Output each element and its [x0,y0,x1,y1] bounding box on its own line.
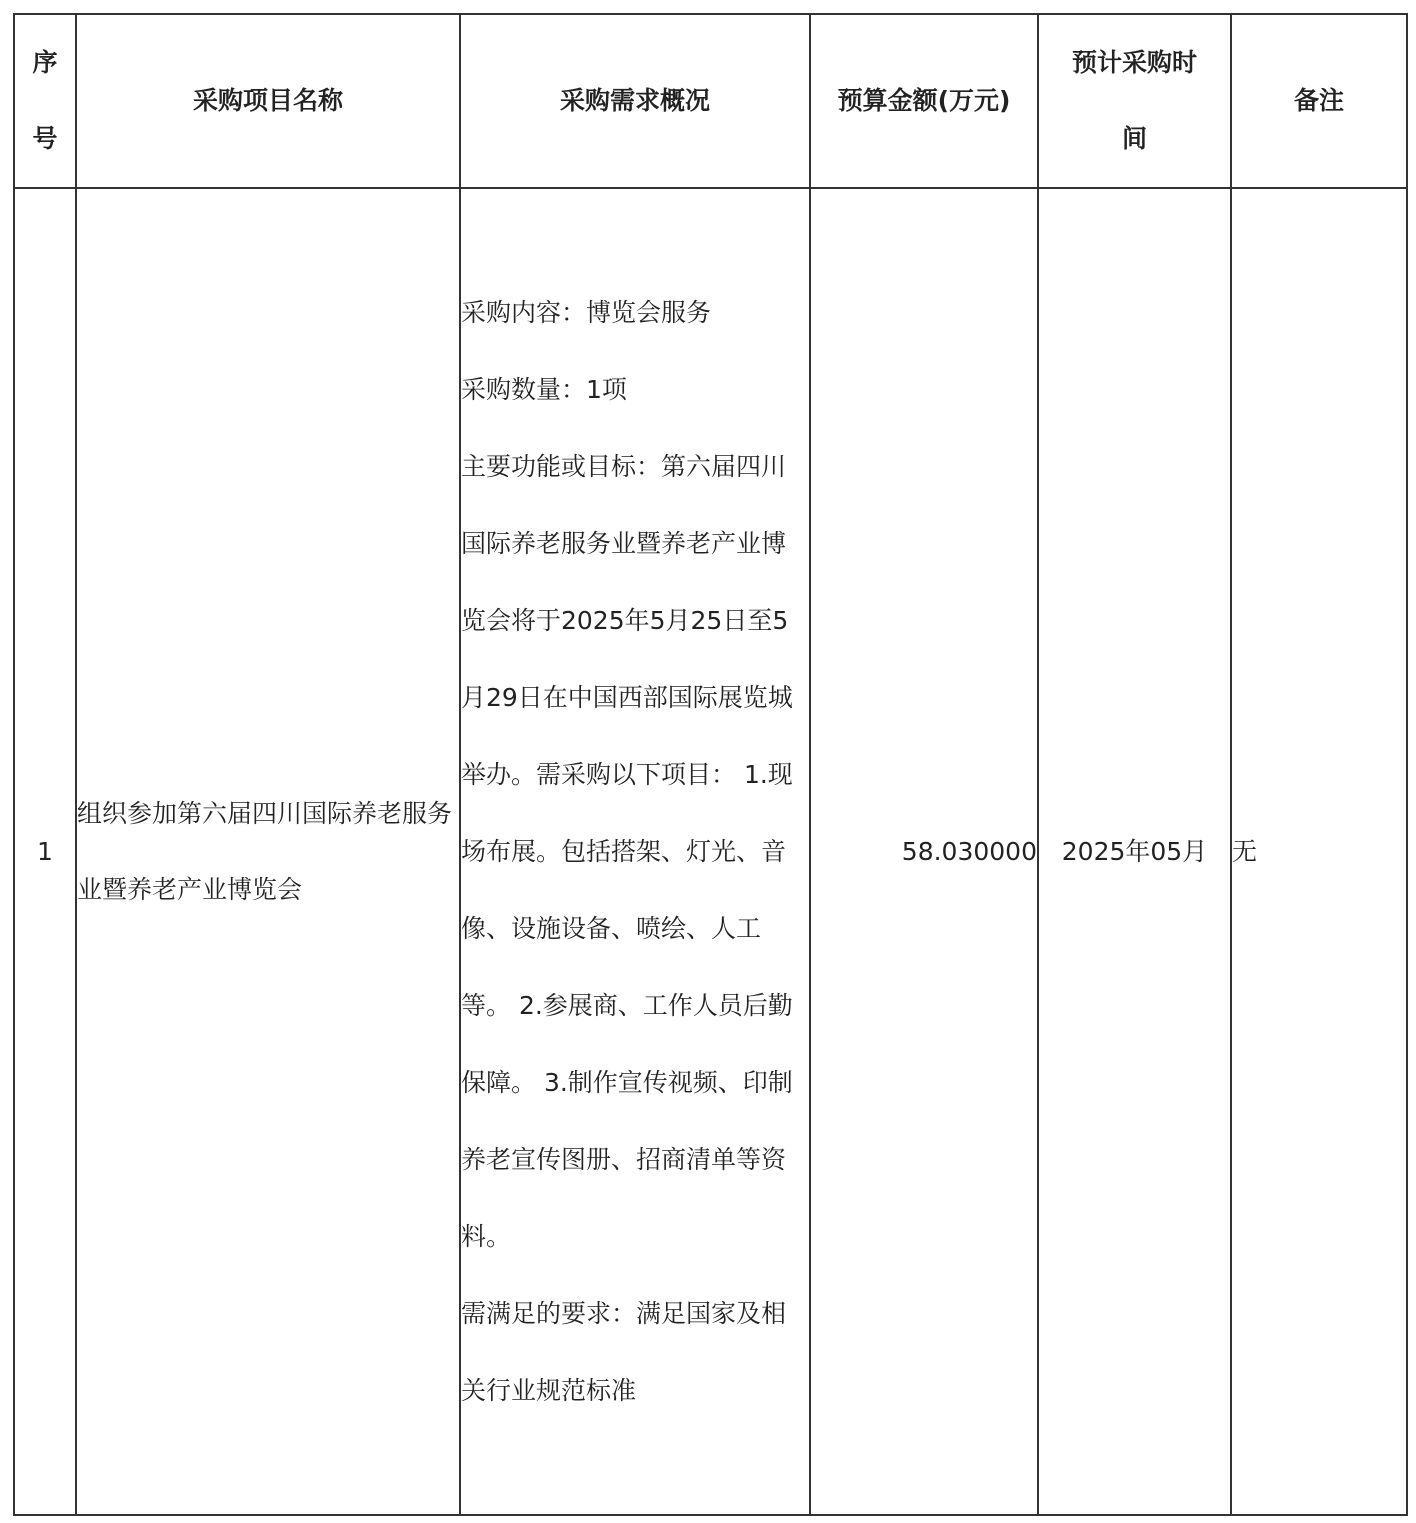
header-time [1038,14,1231,188]
header-name: 采购项目名称 [76,14,460,188]
header-row [14,14,1407,188]
cell-procurement-time: 2025年05月 [1038,188,1231,1515]
cell-project-name: 组织参加第六届四川国际养老服务业暨养老产业博览会 [76,188,460,1515]
desc-content: 采购内容：博览会服务 [461,298,712,327]
header-seq [14,14,76,188]
header-note: 备注 [1231,14,1407,188]
desc-goal: 主要功能或目标：第六届四川国际养老服务业暨养老产业博览会将于2025年5月25日至5月29日在中国西部国际展览城举办。需采购以下项目： 1.现场布展。包括搭架、灯光、音像、设施设备、喷绘、人工等。 2.参展商、工作人员后勤保障。 3.制作宣传视频、印制养老宣传图册、招商清单等资料。 [461,452,793,1251]
procurement-table [13,13,1408,1516]
header-seq-line1: 序 [32,48,58,77]
cell-budget-amount: 58.030000 [810,188,1038,1515]
desc-quantity: 采购数量：1项 [461,375,627,404]
header-time-line1: 预计采购时 [1071,48,1197,77]
desc-requirements: 需满足的要求：满足国家及相关行业规范标准 [461,1299,787,1405]
cell-seq: 1 [14,188,76,1515]
cell-description [460,188,810,1515]
cell-note: 无 [1231,188,1407,1515]
header-desc: 采购需求概况 [460,14,810,188]
table-row [14,188,1407,1515]
header-seq-line2: 号 [32,124,58,153]
header-amount: 预算金额(万元) [810,14,1038,188]
header-time-line2: 间 [1121,124,1147,153]
